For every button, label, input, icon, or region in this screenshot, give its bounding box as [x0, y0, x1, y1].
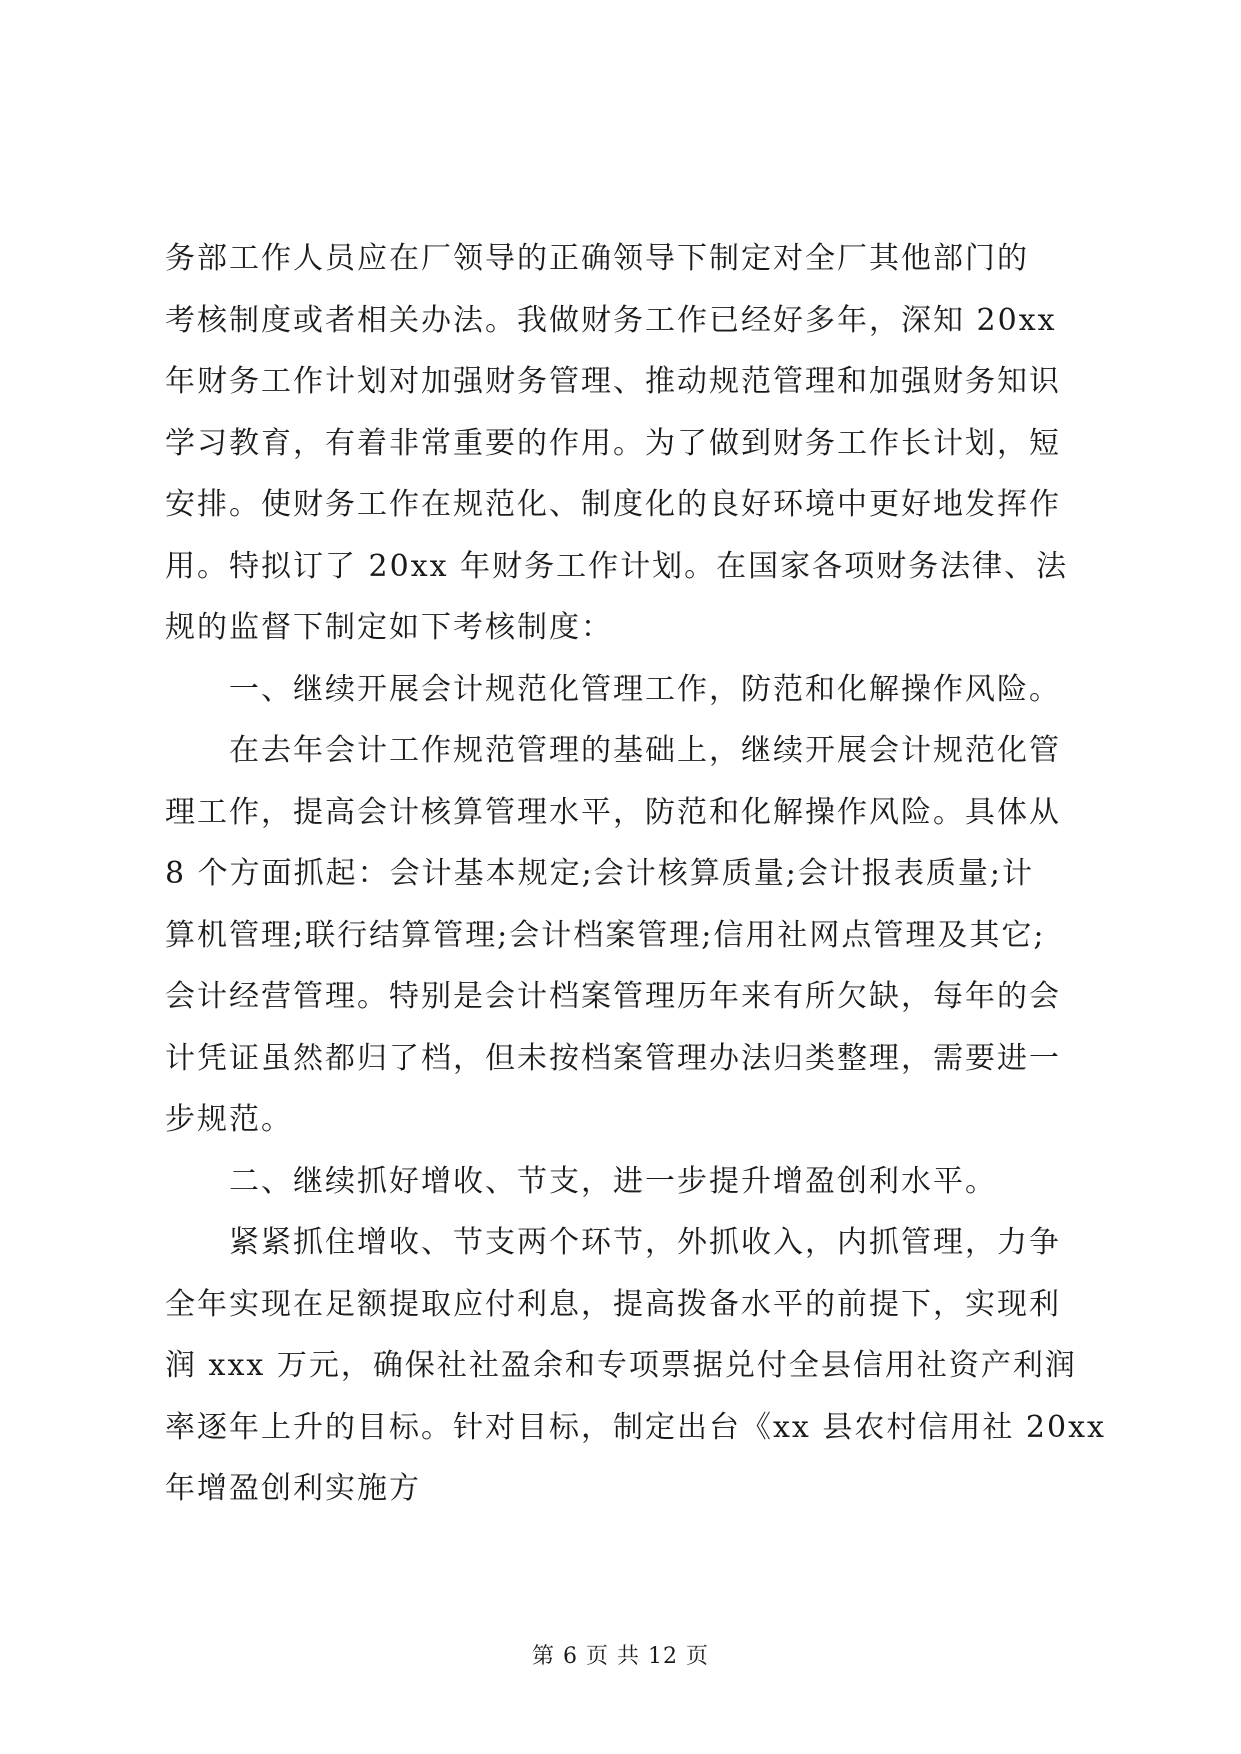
text-line: 算机管理;联行结算管理;会计档案管理;信用社网点管理及其它; [165, 917, 1046, 953]
text-line: 学习教育，有着非常重要的作用。为了做到财务工作长计划，短 [165, 425, 1061, 461]
text-line: 在去年会计工作规范管理的基础上，继续开展会计规范化管 [165, 733, 1061, 768]
text-line: 率逐年上升的目标。针对目标，制定出台《xx 县农村信用社 20xx [165, 1409, 1106, 1445]
text-line: 年增盈创利实施方 [165, 1471, 421, 1506]
text-line: 务部工作人员应在厂领导的正确领导下制定对全厂其他部门的 [165, 241, 1029, 276]
text-line: 计凭证虽然都归了档，但未按档案管理办法归类整理，需要进一 [165, 1040, 1061, 1076]
text-line: 安排。使财务工作在规范化、制度化的良好环境中更好地发挥作 [165, 487, 1061, 522]
text-line: 步规范。 [165, 1102, 293, 1137]
text-line: 8 个方面抓起：会计基本规定;会计核算质量;会计报表质量;计 [165, 856, 1034, 891]
text-line: 理工作，提高会计核算管理水平，防范和化解操作风险。具体从 [165, 794, 1061, 830]
text-line: 考核制度或者相关办法。我做财务工作已经好多年，深知 20xx [165, 302, 1057, 338]
text-line: 会计经营管理。特别是会计档案管理历年来有所欠缺，每年的会 [165, 979, 1061, 1014]
text-line: 全年实现在足额提取应付利息，提高拨备水平的前提下，实现利 [165, 1286, 1061, 1322]
section-heading-1: 一、继续开展会计规范化管理工作，防范和化解操作风险。 [165, 671, 1061, 707]
text-line: 年财务工作计划对加强财务管理、推动规范管理和加强财务知识 [165, 364, 1061, 399]
text-line: 规的监督下制定如下考核制度： [165, 610, 613, 645]
text-line: 紧紧抓住增收、节支两个环节，外抓收入，内抓管理，力争 [165, 1225, 1061, 1260]
text-line: 润 xxx 万元，确保社社盈余和专项票据兑付全县信用社资产利润 [165, 1348, 1077, 1383]
section-heading-2: 二、继续抓好增收、节支，进一步提升增盈创利水平。 [165, 1163, 997, 1199]
document-body [165, 228, 1106, 1520]
page-number-footer: 第 6 页 共 12 页 [532, 1644, 709, 1669]
text-line: 用。特拟订了 20xx 年财务工作计划。在国家各项财务法律、法 [165, 548, 1069, 584]
